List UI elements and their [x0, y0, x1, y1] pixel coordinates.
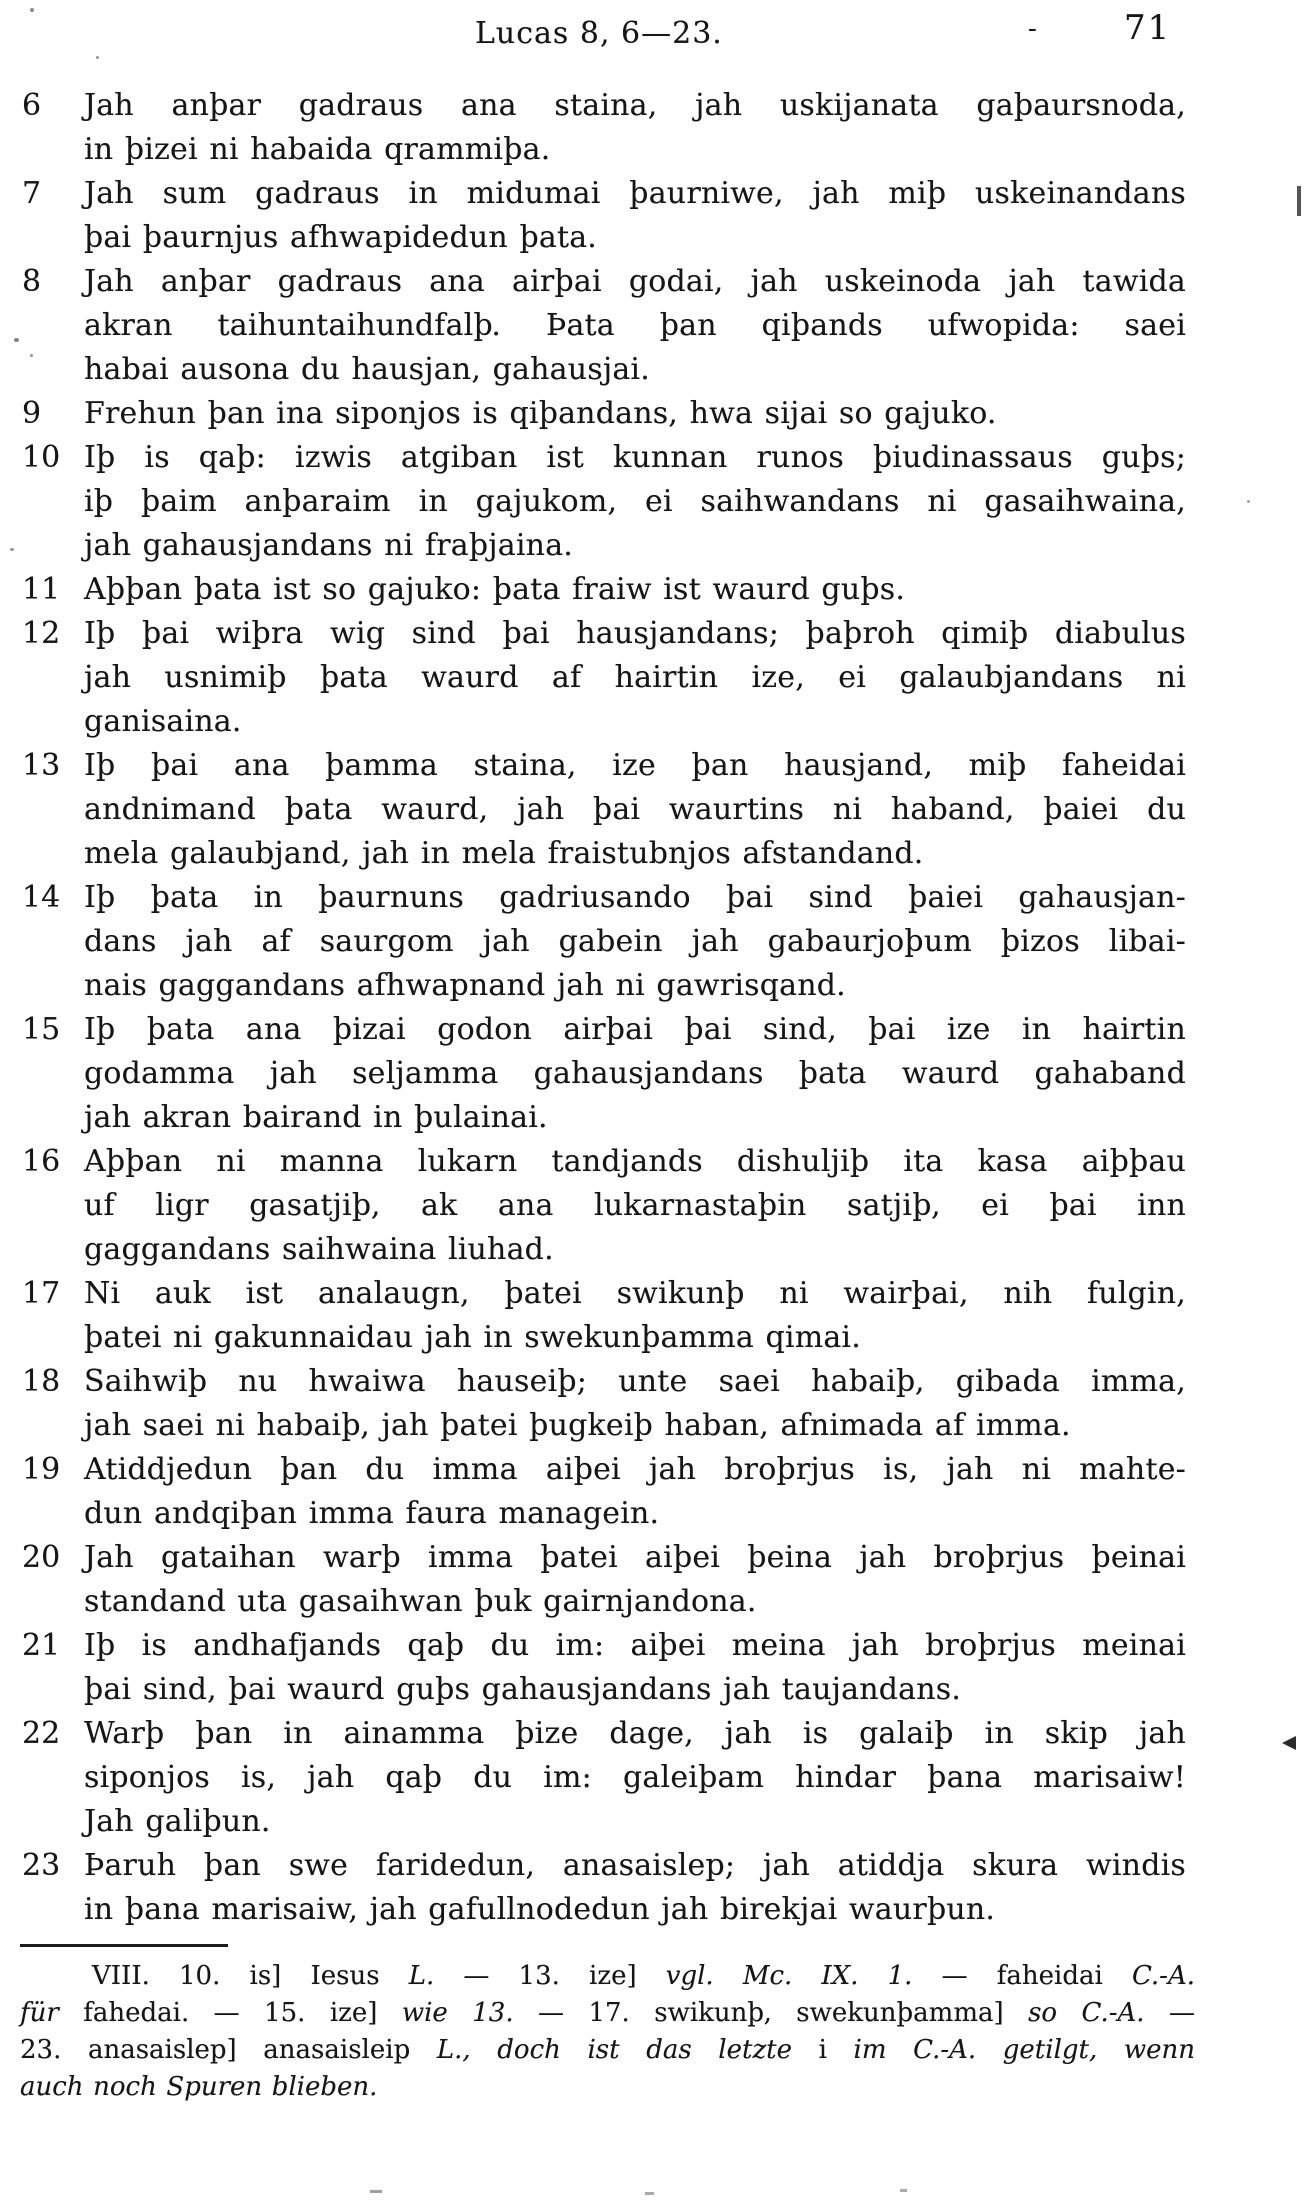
footnote-segment [1057, 1998, 1081, 2028]
footnote-line [20, 1958, 1195, 1995]
verse-line: jah usnimiþ þata waurd af hairtin ize, ei galaubjandans ni [84, 660, 1186, 695]
critical-apparatus [20, 1958, 1195, 2106]
verse-line: dun andqiþan imma faura managein. [84, 1496, 660, 1531]
verse-number: 14 [22, 880, 61, 915]
verse-14 [0, 876, 1304, 1008]
verse-number: 23 [22, 1848, 61, 1883]
verse-lines [84, 1536, 1186, 1624]
verse-lines [84, 436, 1186, 568]
verse-6 [0, 84, 1304, 172]
scan-speck [900, 2189, 907, 2192]
footnote-italic-segment: C.-A. [1081, 1998, 1145, 2028]
verse-number: 12 [22, 616, 61, 651]
verse-number: 9 [22, 396, 42, 431]
scan-speck [10, 548, 14, 551]
verse-lines [84, 744, 1186, 876]
verse-line: Aþþan þata ist so gajuko: þata fraiw ist waurd guþs. [84, 572, 906, 607]
verse-21 [0, 1624, 1304, 1712]
verse-line: standand uta gasaihwan þuk gairnjandona. [84, 1584, 757, 1619]
footnote-italic-segment: L. [408, 1961, 435, 1991]
verse-19 [0, 1448, 1304, 1536]
verse-line: ganisaina. [84, 704, 242, 739]
verse-line: þai þaurnjus afhwapidedun þata. [84, 220, 598, 255]
verse-line: Frehun þan ina siponjos is qiþandans, hwa sijai so gajuko. [84, 396, 997, 431]
footnote-italic-segment: im C.-A. getilgt, wenn [853, 2035, 1195, 2065]
verse-12 [0, 612, 1304, 744]
verse-9 [0, 392, 1304, 436]
verse-line: godamma jah seljamma gahausjandans þata waurd gahaband [84, 1056, 1186, 1091]
scan-speck [30, 354, 33, 357]
verse-7 [0, 172, 1304, 260]
verse-lines [84, 876, 1186, 1008]
verse-line: gaggandans saihwaina liuhad. [84, 1232, 554, 1267]
verse-line: iþ þaim anþaraim in gajukom, ei saihwandans ni gasaihwaina, [84, 484, 1186, 519]
verse-line: siponjos is, jah qaþ du im: galeiþam hindar þana marisaiw! [84, 1760, 1186, 1795]
running-title: Lucas 8, 6—23. [475, 16, 723, 51]
verse-number: 21 [22, 1628, 61, 1663]
verse-10 [0, 436, 1304, 568]
footnote-italic-segment: so [1028, 1998, 1058, 2028]
footnote-segment [471, 2035, 498, 2065]
footnote-segment: VIII. 10. is] Iesus [92, 1961, 409, 1991]
verse-line: Jah anþar gadraus ana staina, jah uskijanata gaþaursnoda, [84, 88, 1186, 123]
verse-number: 13 [22, 748, 61, 783]
verse-lines [84, 1448, 1186, 1536]
verse-13 [0, 744, 1304, 876]
verse-line: Saihwiþ nu hwaiwa hauseiþ; unte saei habaiþ, gibada imma, [84, 1364, 1186, 1399]
verse-lines [84, 1712, 1186, 1844]
verse-line: in þana marisaiw, jah gafullnodedun jah birekjai waurþun. [84, 1892, 996, 1927]
verse-line: Warþ þan in ainamma þize dage, jah is galaiþ in skip jah [84, 1716, 1186, 1751]
verse-16 [0, 1140, 1304, 1272]
scan-edge-tick [1297, 186, 1301, 216]
footnote-italic-segment: C.-A. [1131, 1961, 1196, 1991]
scan-speck [30, 8, 34, 12]
footnote-italic-segment: für [20, 1998, 59, 2028]
footnote-segment: — 17. swikunþ, swekunþamma] [513, 1998, 1029, 2028]
verse-line: dans jah af saurgom jah gabein jah gabaurjoþum þizos libai- [84, 924, 1186, 959]
verse-line: jah saei ni habaiþ, jah þatei þugkeiþ haban, afnimada af imma. [84, 1408, 1071, 1443]
verse-lines [84, 84, 1186, 172]
verse-23 [0, 1844, 1304, 1932]
verse-20 [0, 1536, 1304, 1624]
verse-line: Iþ þata ana þizai godon airþai þai sind, þai ize in hairtin [84, 1012, 1186, 1047]
verse-17 [0, 1272, 1304, 1360]
verse-lines [84, 612, 1186, 744]
verse-22 [0, 1712, 1304, 1844]
scan-speck [370, 2190, 382, 2193]
verse-line: mela galaubjand, jah in mela fraistubnjos afstandand. [84, 836, 924, 871]
header-dash: - [1028, 14, 1037, 44]
footnote-italic-segment: wie 13. [401, 1998, 514, 2028]
verse-lines [84, 1272, 1186, 1360]
verse-line: jah akran bairand in þulainai. [84, 1100, 548, 1135]
verse-lines [84, 260, 1186, 392]
verse-number: 19 [22, 1452, 61, 1487]
verse-number: 6 [22, 88, 42, 123]
verse-line: Atiddjedun þan du imma aiþei jah broþrjus is, jah ni mahte- [84, 1452, 1186, 1487]
verse-number: 20 [22, 1540, 61, 1575]
footnote-line [20, 1995, 1195, 2032]
verse-line: Iþ is andhafjands qaþ du im: aiþei meina jah broþrjus meinai [84, 1628, 1186, 1663]
page-header [0, 0, 1304, 60]
verse-lines [84, 1624, 1186, 1712]
footnote-segment: i [791, 2035, 854, 2065]
verse-number: 22 [22, 1716, 61, 1751]
verse-number: 7 [22, 176, 42, 211]
verse-lines [84, 1360, 1186, 1448]
ink-blot-artifact [1282, 1736, 1296, 1750]
verse-line: Iþ þata in þaurnuns gadriusando þai sind þaiei gahausjan- [84, 880, 1186, 915]
verse-line: Ni auk ist analaugn, þatei swikunþ ni wairþai, nih fulgin, [84, 1276, 1186, 1311]
scan-speck [14, 338, 19, 342]
verse-number: 11 [22, 572, 61, 607]
verse-11 [0, 568, 1304, 612]
footnote-separator-rule [20, 1944, 228, 1947]
verse-line: Jah galiþun. [84, 1804, 271, 1839]
verse-line: Jah anþar gadraus ana airþai godai, jah uskeinoda jah tawida [84, 264, 1186, 299]
verse-lines [84, 1008, 1186, 1140]
scan-speck [645, 2192, 654, 2195]
verse-line: þai sind, þai waurd guþs gahausjandans jah taujandans. [84, 1672, 962, 1707]
footnote-segment: 23. anasaislep] anasaisleip [20, 2035, 437, 2065]
footnote-line [20, 2069, 1195, 2106]
verse-number: 18 [22, 1364, 61, 1399]
verse-line: andnimand þata waurd, jah þai waurtins ni haband, þaiei du [84, 792, 1186, 827]
verse-number: 8 [22, 264, 42, 299]
verse-line: in þizei ni habaida qrammiþa. [84, 132, 551, 167]
verse-15 [0, 1008, 1304, 1140]
verse-line: Aþþan ni manna lukarn tandjands dishuljiþ ita kasa aiþþau [84, 1144, 1186, 1179]
verse-lines [84, 172, 1186, 260]
verse-line: Iþ þai wiþra wig sind þai hausjandans; þaþroh qimiþ diabulus [84, 616, 1186, 651]
verse-line: nais gaggandans afhwapnand jah ni gawrisqand. [84, 968, 846, 1003]
verse-number: 10 [22, 440, 61, 475]
verse-line: Iþ þai ana þamma staina, ize þan hausjand, miþ faheidai [84, 748, 1186, 783]
footnote-italic-segment: auch noch Spuren blieben. [20, 2072, 378, 2102]
scan-speck [1247, 500, 1250, 503]
footnote-line [20, 2032, 1195, 2069]
verse-lines [84, 1844, 1186, 1932]
page-number: 71 [1124, 8, 1172, 48]
footnote-segment: fahedai. — 15. ize] [58, 1998, 402, 2028]
verse-line: akran taihuntaihundfalþ. Þata þan qiþands ufwopida: saei [84, 308, 1186, 343]
verse-line: habai ausona du hausjan, gahausjai. [84, 352, 650, 387]
verse-line: Iþ is qaþ: izwis atgiban ist kunnan runos þiudinassaus guþs; [84, 440, 1186, 475]
verse-line: jah gahausjandans ni fraþjaina. [84, 528, 574, 563]
verse-lines [84, 1140, 1186, 1272]
verse-lines [84, 568, 1186, 612]
footnote-italic-segment: L., [436, 2035, 471, 2065]
footnote-italic-segment: vgl. Mc. IX. 1. [665, 1961, 913, 1991]
footnote-segment: — 13. ize] [434, 1961, 666, 1991]
scan-speck [96, 56, 99, 59]
verse-18 [0, 1360, 1304, 1448]
verse-line: uf ligr gasatjiþ, ak ana lukarnastaþin satjiþ, ei þai inn [84, 1188, 1186, 1223]
verse-line: Jah gataihan warþ imma þatei aiþei þeina jah broþrjus þeinai [84, 1540, 1186, 1575]
footnote-segment: — [1144, 1998, 1195, 2028]
verse-line: þatei ni gakunnaidau jah in swekunþamma qimai. [84, 1320, 861, 1355]
verse-text-block [0, 84, 1304, 1932]
verse-number: 15 [22, 1012, 61, 1047]
footnote-segment: — faheidai [912, 1961, 1132, 1991]
verse-line: Þaruh þan swe faridedun, anasaislep; jah atiddja skura windis [84, 1848, 1186, 1883]
verse-number: 17 [22, 1276, 61, 1311]
verse-number: 16 [22, 1144, 61, 1179]
verse-8 [0, 260, 1304, 392]
verse-lines [84, 392, 1186, 436]
verse-line: Jah sum gadraus in midumai þaurniwe, jah miþ uskeinandans [84, 176, 1186, 211]
footnote-italic-segment: doch ist das letzte [497, 2035, 792, 2065]
